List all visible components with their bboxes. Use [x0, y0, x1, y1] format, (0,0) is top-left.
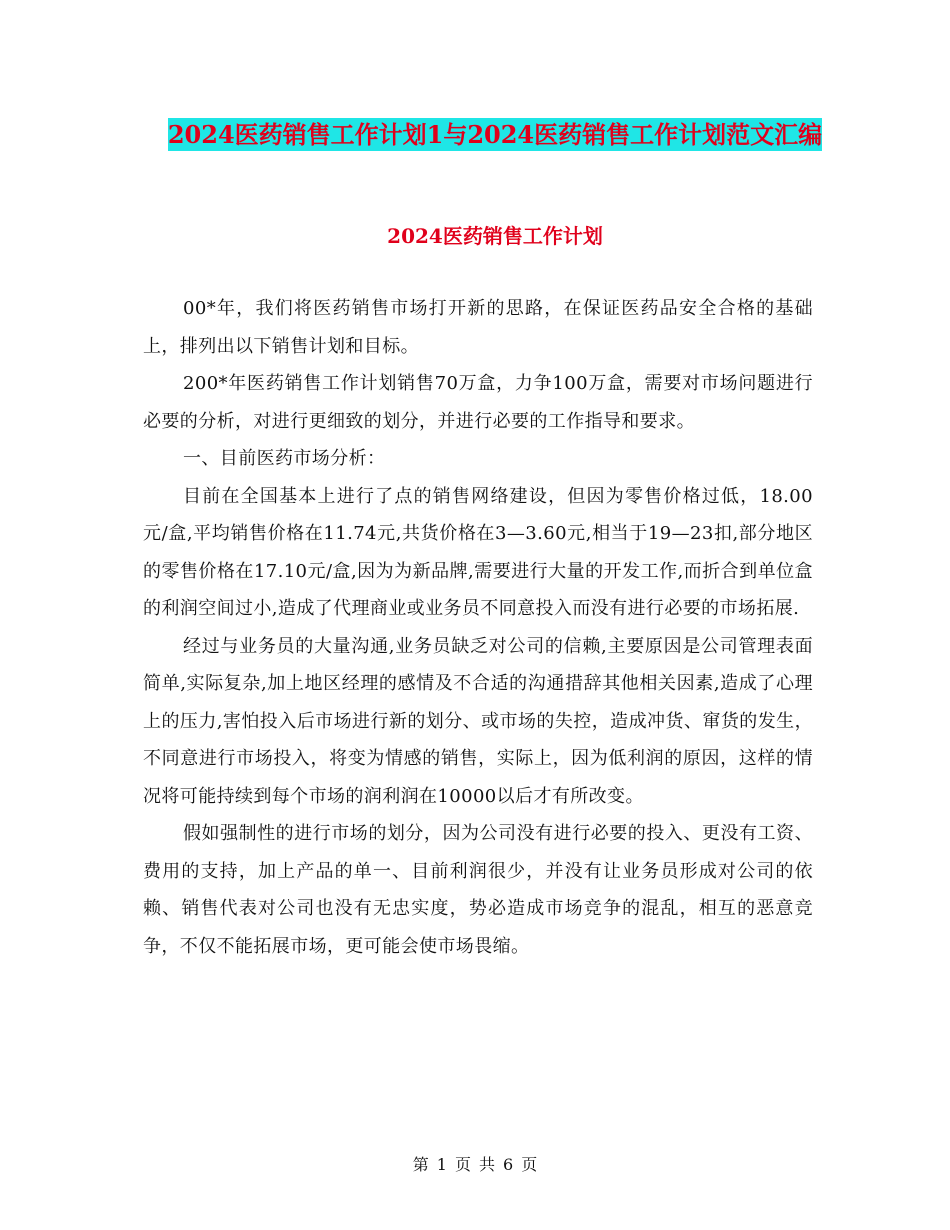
paragraph: 200*年医药销售工作计划销售70万盒，力争100万盒，需要对市场问题进行必要的分析，对进行更细致的划分，并进行必要的工作指导和要求。: [143, 373, 813, 432]
footer-total-pages: 6: [503, 1155, 514, 1174]
footer-label-total: 共: [479, 1155, 496, 1174]
footer-label-unit: 页: [454, 1155, 471, 1174]
paragraph: 经过与业务员的大量沟通,业务员缺乏对公司的信赖,主要原因是公司管理表面简单,实际复杂,加上地区经理的感情及不合适的沟通措辞其他相关因素,造成了心理上的压力,害怕投入后市场进行新的划分、或市场的失控，造成冲货、窜货的发生，不同意进行市场投入，将变为情感的销售，实际上，因为低利润的原因，这样的情况将可能持续到每个市场的润利润在10000以后才有所改变。: [143, 635, 813, 807]
paragraph: 假如强制性的进行市场的划分，因为公司没有进行必要的投入、更没有工资、费用的支持，加上产品的单一、目前利润很少，并没有让业务员形成对公司的依赖、销售代表对公司也没有无忠实度，势必造成市场竞争的混乱，相互的恶意竞争，不仅不能拓展市场，更可能会使市场畏缩。: [143, 823, 813, 957]
document-title-text: 2024医药销售工作计划1与2024医药销售工作计划范文汇编: [167, 120, 823, 149]
document-body: [143, 290, 813, 965]
page-footer: [0, 1153, 950, 1177]
paragraph: 目前在全国基本上进行了点的销售网络建设，但因为零售价格过低，18.00元/盒,平均销售价格在11.74元,共货价格在3—3.60元,相当于19—23扣,部分地区的零售价格在17.10元/盒,因为为新品牌,需要进行大量的开发工作,而折合到单位盒的利润空间过小,造成了代理商业或业务员不同意投入而没有进行必要的市场拓展.: [143, 485, 813, 619]
document-title: [140, 112, 850, 158]
footer-current-page: 1: [436, 1155, 447, 1174]
section-title: 2024医药销售工作计划: [387, 224, 603, 248]
footer-label-unit2: 页: [521, 1155, 538, 1174]
paragraph: 00*年，我们将医药销售市场打开新的思路，在保证医药品安全合格的基础上，排列出以下销售计划和目标。: [143, 298, 813, 357]
paragraph: 一、目前医药市场分析：: [183, 448, 386, 469]
footer-label-page: 第: [412, 1155, 429, 1174]
